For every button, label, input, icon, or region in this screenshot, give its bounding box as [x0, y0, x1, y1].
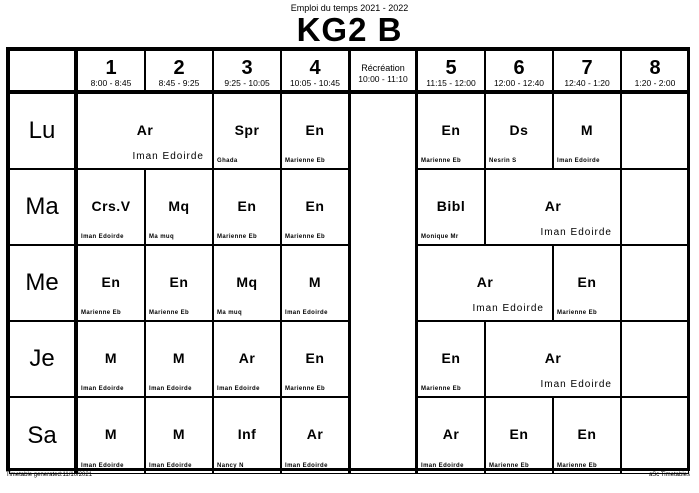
corner-cell	[9, 50, 77, 93]
lesson-cell: Inf Nancy N	[213, 397, 281, 474]
period-header-3: 3 9:25 - 10:05	[213, 50, 281, 93]
lesson-cell: Ar Iman Edoirde	[213, 321, 281, 397]
empty-cell	[621, 93, 689, 169]
lesson-cell: En Marienne Eb	[213, 169, 281, 245]
lesson-cell: M Iman Edoirde	[281, 245, 349, 321]
lesson-cell: M Iman Edoirde	[77, 397, 145, 474]
lesson-cell: Ar Iman Edoirde	[281, 397, 349, 474]
empty-cell	[621, 397, 689, 474]
day-label: Lu	[9, 93, 77, 169]
empty-cell	[621, 245, 689, 321]
period-header-1: 1 8:00 - 8:45	[77, 50, 145, 93]
generated-note: Timetable generated:11/10/2021	[6, 472, 93, 478]
lesson-cell: M Iman Edoirde	[145, 321, 213, 397]
lesson-cell: Ar Iman Edoirde	[485, 169, 621, 245]
timetable-grid	[6, 47, 690, 471]
period-header-4: 4 10:05 - 10:45	[281, 50, 349, 93]
lesson-cell: Bibl Monique Mr	[417, 169, 485, 245]
lesson-cell: En Marienne Eb	[281, 321, 349, 397]
day-label: Me	[9, 245, 77, 321]
lesson-cell: En Marienne Eb	[485, 397, 553, 474]
lesson-cell: En Marienne Eb	[553, 397, 621, 474]
lesson-cell: Mq Ma muq	[145, 169, 213, 245]
period-header-2: 2 8:45 - 9:25	[145, 50, 213, 93]
lesson-cell: En Marienne Eb	[281, 93, 349, 169]
lesson-cell: Ar Iman Edoirde	[417, 397, 485, 474]
lesson-cell: En Marienne Eb	[417, 321, 485, 397]
period-header-8: 8 1:20 - 2:00	[621, 50, 689, 93]
lesson-cell: Mq Ma muq	[213, 245, 281, 321]
lesson-cell: En Marienne Eb	[77, 245, 145, 321]
lesson-cell: Crs.V Iman Edoirde	[77, 169, 145, 245]
day-label: Ma	[9, 169, 77, 245]
recess-header: Récréation 10:00 - 11:10	[349, 50, 417, 93]
lesson-cell: Spr Ghada	[213, 93, 281, 169]
subtitle: Emploi du temps 2021 - 2022	[290, 3, 409, 13]
lesson-cell: Ds Nesrin S	[485, 93, 553, 169]
empty-cell	[621, 321, 689, 397]
lesson-cell: Ar Iman Edoirde	[485, 321, 621, 397]
recess-column	[349, 93, 417, 474]
day-label: Je	[9, 321, 77, 397]
lesson-cell: M Iman Edoirde	[553, 93, 621, 169]
page-title: KG2 B	[296, 11, 403, 48]
lesson-cell: En Marienne Eb	[281, 169, 349, 245]
lesson-cell: Ar Iman Edoirde	[77, 93, 213, 169]
software-credit: aSc Timetables	[648, 472, 690, 478]
lesson-cell: En Marienne Eb	[417, 93, 485, 169]
lesson-cell: Ar Iman Edoirde	[417, 245, 553, 321]
day-label: Sa	[9, 397, 77, 474]
lesson-cell: En Marienne Eb	[553, 245, 621, 321]
period-header-6: 6 12:00 - 12:40	[485, 50, 553, 93]
period-header-7: 7 12:40 - 1:20	[553, 50, 621, 93]
empty-cell	[621, 169, 689, 245]
period-header-5: 5 11:15 - 12:00	[417, 50, 485, 93]
lesson-cell: M Iman Edoirde	[145, 397, 213, 474]
lesson-cell: En Marienne Eb	[145, 245, 213, 321]
lesson-cell: M Iman Edoirde	[77, 321, 145, 397]
